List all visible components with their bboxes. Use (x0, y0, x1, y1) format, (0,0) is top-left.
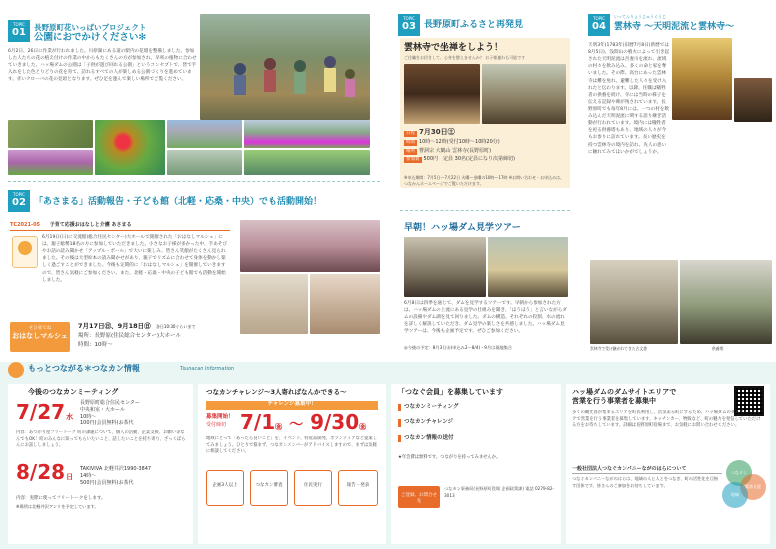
caption-memorial: 供養塔 (712, 346, 724, 351)
asamaru-logo (12, 236, 38, 268)
challenge-open-label: 募集開始！ (206, 414, 234, 420)
zazen-title: 雲林寺で坐禅をしよう！ (404, 43, 504, 53)
topic-04-body-1: 天明3年(1783年)旧暦7月8日(新暦では8月5日)、浅間山の噴火によって引き起された天明泥流は吾妻川を流れ、流域の村々を飲み込み、多くの命と家を奪いました。その際、高台にあった雲林寺は難を免れ、避難した人々を受け入れたと伝わります。以降、住職は犠牲者の供養を続け、寺には当時の様子を伝える記録や碑が残されています。長野原町でも毎年8月には、一つの村を飲み込んだ天明泥流に関する語り継ぎ活動が行われています。境内には犠牲者を祀る供養塔もあり、地域の人々が今もお参りに訪れています。長い歴史を持つ雲林寺の境内を訪れ、先人の思いに触れてみてはいかがでしょうか。 (588, 43, 670, 155)
challenge-title: つなカンチャレンジ〜3人寄ればなんかできる〜 (206, 388, 347, 396)
meeting-2-note2: ※場所は北軽井沢アンリを予定しています。 (16, 504, 99, 509)
dam-tour-title: 早朝！ハッ場ダム見学ツアー (404, 223, 521, 233)
topic-number: 01 (12, 27, 26, 39)
member-title: 「つなぐ会員」を募集しています (398, 388, 503, 396)
flow-step-4: 報告・発表 (338, 470, 378, 506)
next-event-badge: せひ来てね おはなしマルシェ (10, 322, 70, 352)
meeting-2-note: 内容：実際に使ってフリートークをします。 (16, 496, 106, 501)
tour-photo-2 (488, 237, 568, 297)
venn-diagram: つなカン 集落支援 地域 (722, 460, 768, 520)
topic-04-kana: いってんりょうじゅうぐうじ (614, 14, 666, 19)
handshake-icon (8, 362, 24, 378)
flower-photo (95, 120, 165, 175)
temple-interior-photo (404, 64, 480, 124)
meeting-1-note: 内容：あつがり屋フリートーク 町の課題について、個人の活動、企業支援、お願い等なんでもOK！町のみんなに知ってもらいたいこと、話したいことを持ち寄り、ざっくばらんにお話ししましょう。 (16, 430, 186, 449)
topic-02-badge: TOPIC 02 (8, 190, 30, 212)
topic-01-badge (8, 20, 30, 42)
tour-photo-1 (404, 237, 486, 297)
topic-02-title: 「あさまる」活動報告・子ども館（北軽・応桑・中央）でも活動開始！ (34, 197, 323, 207)
people-illustration (200, 14, 370, 120)
topic-04-badge: TOPIC 04 (588, 14, 610, 36)
garden-photo-2 (244, 120, 370, 148)
meeting-2-details: TAKIVIVA 北軽井沢1990-3847 14時〜 500円(会員無料)お茶代 (80, 466, 152, 486)
challenge-flow (206, 470, 382, 510)
zazen-note: ※申込期間：7月5日〜7月22日 火曜〜金曜の10時〜17時 ※お問い合わせ・お申込みは、つなかんホームページでご覧いただけます。 (404, 175, 565, 187)
kids-photo-2 (310, 274, 380, 334)
priest-photo (734, 78, 772, 122)
challenge-close-label: 受付締切 (206, 422, 227, 428)
challenge-banner: チャレンジ募集中！ (206, 401, 378, 410)
meeting-2-date: 8/28日 (16, 460, 74, 484)
venue: 場所：長野原(住民総合センター)大ホール (78, 333, 181, 339)
documents-photo (590, 260, 678, 344)
clover-photo (8, 150, 93, 175)
tour-note: ◎今後の予定：8月3日㊌(申込み2〜8/4)・9月は現地集合 (404, 345, 513, 350)
dam-sub-body: つなぐカンパニーながのはらは、地域の人と人とをつなぎ、町の活性化を目指す団体です。皆さんのご参加をお待ちしています。 (572, 476, 719, 488)
challenge-body: 地域にとって「あったら良いこと」を、イベント、特産品開発、ボランティアなど提案してみましょう。ひとりで悩まず、つなカンメンバーがアドバイスしますので、まずは気軽に相談してください。 (206, 436, 378, 455)
topic-label: TOPIC (13, 22, 25, 27)
member-contact-info: つなカン事務局(長野原町役場 企画政策課) 電話 0279-82-3013 (444, 486, 555, 498)
zazen-details: 日程 7月30日㊏ 時間 10時〜12時(受付10時〜10時20分) 場所 曹洞宗 大鶴山 雲林寺(長野原町) 参加費 500円 定員 30名(定員になり次第締切) (406, 128, 515, 163)
flow-step-3: 住民実行 (294, 470, 332, 506)
volunteers-photo (200, 14, 370, 120)
dam-sub-title: 一般社団法人つなぐカンパニーながのはらについて (572, 466, 722, 474)
temple-exterior-photo (482, 64, 566, 124)
garden-photo-4 (244, 150, 370, 175)
meeting-1-date: 7/27水 (16, 400, 74, 424)
zazen-sub: ご住職をお招きして、心身を整えませんか？ お子様連れも可能です (404, 55, 526, 60)
schedule: 7月17日㊐、9月18日㊐ 各日10:30ぐらいまで (78, 322, 196, 330)
topic-03-title: 長野原町ふるさと再発見 (424, 20, 524, 30)
flow-step-1: 企画3人以上 (206, 470, 244, 506)
topic-01-body: 6月2日、26日に作業が行われました。川原湖にある道の駅内の花壇を整備しました。参加した人たちの花の植え付けの作業の中からもたくさんの方が参加され、早咲の植物に合わせていきました。ハッ場ダムの公園は「子供が遊び回れる公園」というコンセプトで、皆で手入れをした色とりどりの花を育て、訪れるすべての人が楽しめる公園づくりを進めています。赤いクローバの花の見頃となります。ぜひ足を運んで楽しい場所でご覧ください。 (8, 49, 197, 83)
connect-title-en: Tsunacan Information (180, 366, 235, 372)
meeting-title: 今後のつなカンミーティング (28, 388, 119, 396)
time: 時間：10時〜 (78, 342, 113, 348)
member-contact-button[interactable]: ご登録、お問合せ先 (398, 486, 440, 508)
connect-title: もっとつながる＊つなカン情報 (28, 364, 140, 373)
hall-photo (240, 220, 380, 272)
tour-body: 6月8日は四季を通じて、ダムを見学するツアーです。早朝から参加された方は、ハッ場ダムの上流にある見学の仕組みを聞き、「ほうほう」と言いながらダムの設備やダム湖を見て回りました。ダムの構造、それぞれの役割、水の流れを詳しく解説していただき、ダム見学の楽しさを共感しました。ハッ場ダム見学ツアーは、今後も企画予定です。ぜひご参加ください。 (404, 301, 567, 335)
memorial-photo (680, 260, 772, 344)
member-list: つなカンミーティング つなカンチャレンジ つなカン情報の送付 (398, 404, 556, 442)
challenge-dates: 7/1㊎ 〜 9/30㊎ (240, 410, 367, 434)
topic-04-title: 雲林寺 〜天明泥流と雲林寺〜 (614, 22, 735, 32)
member-note: ★年会費は無料です。つながりを持ってみませんか。 (398, 455, 501, 460)
dam-title: ハッ場ダムのダムサイトエリアで 営業を行う事業者を募集中 (572, 388, 677, 406)
field-photo (8, 120, 93, 148)
dam-body: 多くの観光客が集まるエリアを町民利用し、活気ある町にするため、ハッ場ダムのダムサイトエリアで営業を行う事業者を募集しています。キッチンカー、物販など、町の魅力を発信していただける方をお待ちしています。詳細は長野原町役場まで、お気軽にお問い合わせください。 (572, 410, 761, 429)
divider (400, 210, 570, 211)
caption-documents: 雲林寺で受け継がれてきた古文書 (590, 346, 647, 351)
kids-photo-1 (240, 274, 308, 334)
flow-step-2: つなカン審査 (250, 470, 288, 506)
topic-01-title: 長野原町花いっぱいプロジェクト 公園におでかけください✻ (34, 23, 147, 44)
altar-photo (672, 38, 732, 120)
topic-02-body: 6月19日(日)に交流館(総合住民センター)大ホールで開催された「おはなしマルシェ」には、親子総勢18名の方に参加していただきました。小さなお子様が多かった中、手あそびやお話の読み聞かせ「アップル・ボール」で大いに楽しみ、皆さん笑顔がたくさん見られました。その後は大型絵本の読み聞かせがあり、親子でリズムに合わせて身体を動かし楽しく過ごすことができました。今後も定期的に「おはなしマルシェ」を開催していきますので、皆さん気軽にご参加ください。また、北軽・応桑・中央の子ども館でも活動を開始しました。 (42, 235, 228, 283)
asamaru-subtitle-bar: TC2021-05 子育て応援おはなしと介護 あさまる (10, 222, 230, 231)
topic-03-badge: TOPIC 03 (398, 14, 420, 36)
garden-photo-3 (167, 150, 242, 175)
meeting-1-details: 長野原町総合住民センター 中央和室・大ホール 10時〜 100円(会員無料)お茶代 (80, 400, 140, 427)
garden-photo-1 (167, 120, 242, 148)
divider (8, 181, 380, 182)
